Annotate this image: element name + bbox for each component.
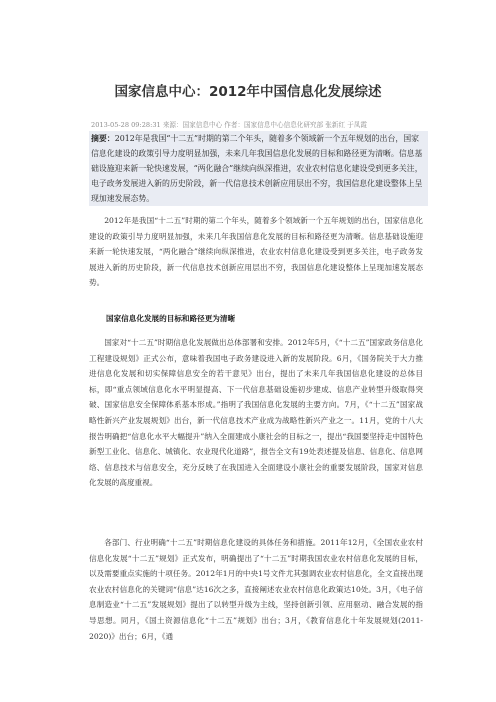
section-paragraph: 国家对“十二五”时期信息化发展做出总体部署和安排。2012年5月，《“十二五”国家政务信息化工程建设规划》正式公布，意味着我国电子政务建设进入新的发展阶段。6月，《国务院关于大力推进信息化发展和切实保障信息安全的若干意见》出台，提出了未来几年我国信息化建设的总体目标，即“重点领域信息化水平明显提高、下一代信息基础设施初步建成、信息产业转型升级取得突破、国家信息安全保障体系基本形成。”指明了我国信息化发展的主要方向。7月，《“十二五”国家战略性新兴产业发展规划》出台，新一代信息技术产业成为战略性新兴产业之一。11月，党的十八大报告明确把“信息化水平大幅提升”纳入全面建成小康社会的目标之一，提出“我国要坚持走中国特色新型工业化、信息化、城镇化、农业现代化道路”，报告全文有19处表述提及信息、信息化、信息网络、信息技术与信息安全，充分反映了在我国进入全面建设小康社会的重要发展阶段，国家对信息化发展的高度重视。 — [89, 338, 423, 488]
summary-box — [89, 131, 428, 206]
intro-paragraph: 2012年是我国“十二五”时期的第二个年头，随着多个领域新一个五年规划的出台，国家信息化建设的政策引导力度明显加强，未来几年我国信息化发展的目标和路径更为清晰。信息基础设施迎来新一轮快速发展，“两化融合”继续向纵深推进，农业农村信息化建设受到更多关注，电子政务发展进入新的历史阶段，新一代信息技术创新应用层出不穷，我国信息化建设整体上呈现加速发展态势。 — [89, 216, 423, 288]
section-heading: 国家信息化发展的目标和路径更为清晰 — [106, 314, 236, 323]
page-title: 国家信息中心：2012年中国信息化发展综述 — [114, 84, 382, 100]
summary-text: 2012年是我国“十二五”时期的第二个年头，随着多个领域新一个五年规划的出台，国家信息化建设的政策引导力度明显加强，未来几年我国信息化发展的目标和路径更为清晰。信息基础设施迎来新一轮快速发展，“两化融合”继续向纵深推进，农业农村信息化建设受到更多关注，电子政务发展进入新的历史阶段，新一代信息技术创新应用层出不穷，我国信息化建设整体上呈现加速发展态势。 — [91, 134, 423, 203]
section-paragraph: 各部门、行业明确“十二五”时期信息化建设的具体任务和措施。2011年12月，《全国农业农村信息化发展“十二五”规划》正式发布，明确提出了“十二五”时期我国农业农村信息化发展的目标，以及需要重点实施的十项任务。2012年1月的中央1号文件尤其强调农业农村信息化，全文直接出现农业农村信息化的关键词“信息”达16次之多，直接阐述农业农村信息化政策达10处。3月，《电子信息制造业“十二五”发展规划》提出了以转型升级为主线，坚持创新引领、应用驱动、融合发展的指导思想。同月，《国土资源信息化“十二五”规划》出台；3月，《教育信息化十年发展规划(2011-2020)》出台；6月，《通 — [89, 538, 423, 641]
article-meta: 2013-05-28 09:28:31 来源：国家信息中心 作者：国家信息中心信息化研究部 张新红 于凤霞 — [91, 121, 367, 129]
summary-label: 摘要： — [91, 134, 115, 143]
